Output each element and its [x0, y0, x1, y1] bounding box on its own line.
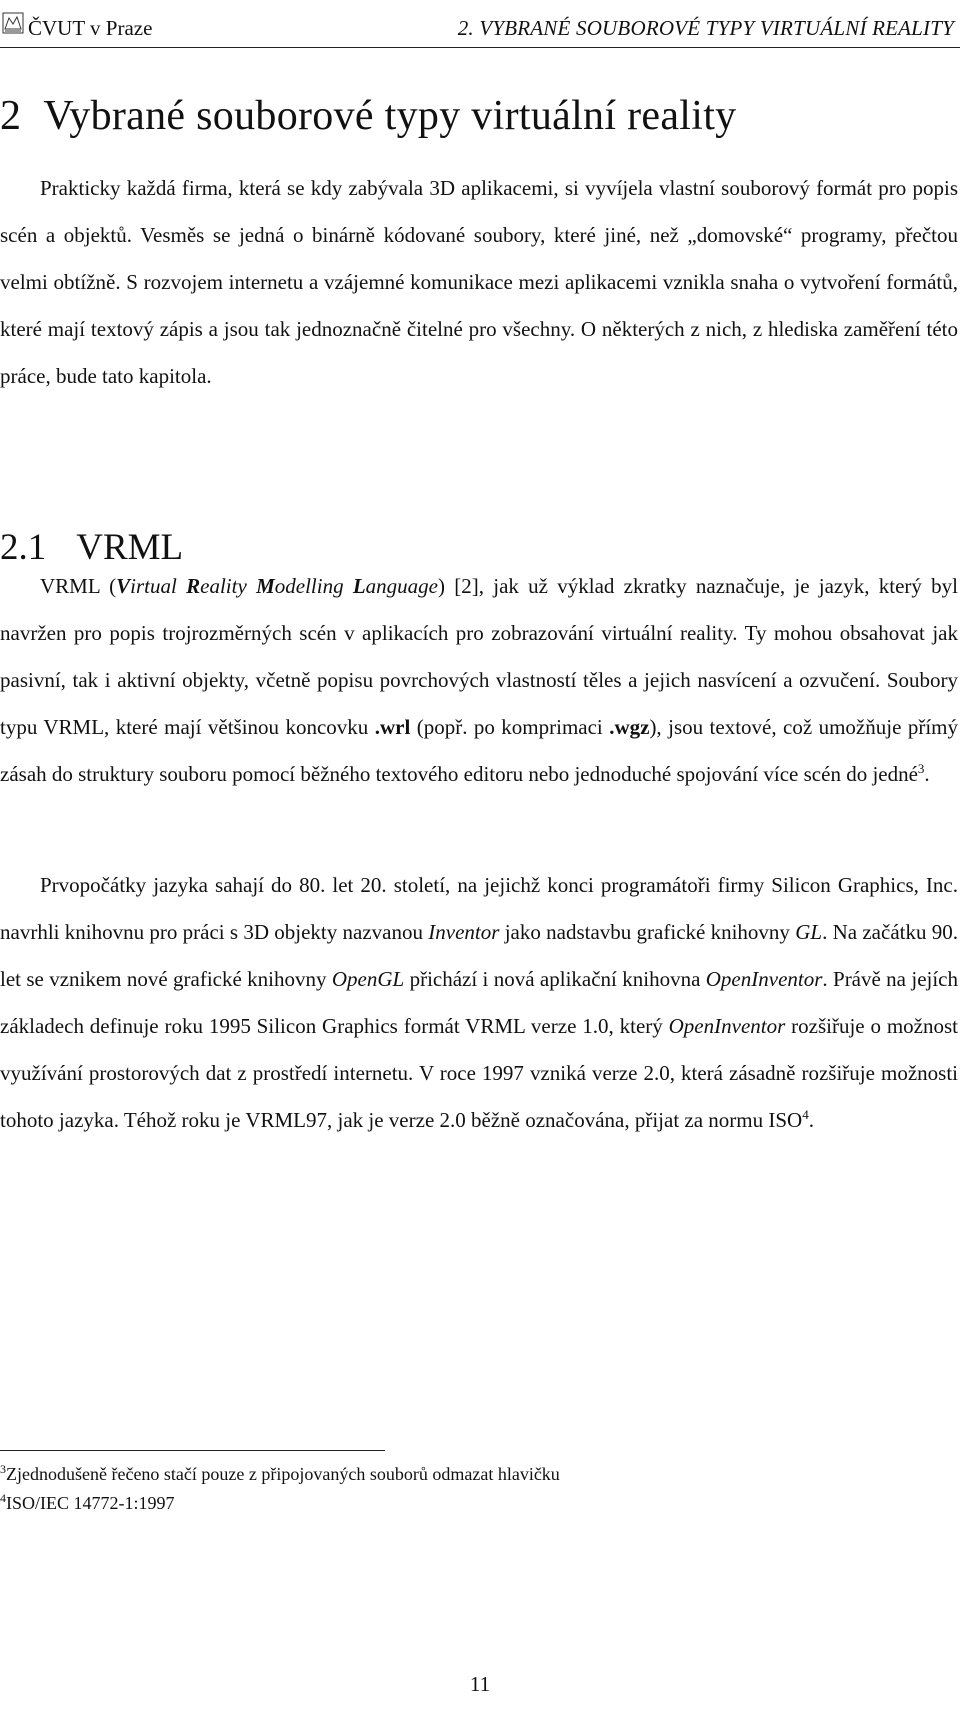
header-institution: ČVUT v Praze	[28, 16, 153, 40]
italic-term: OpenInventor	[705, 966, 823, 991]
italic-term: GL	[795, 919, 823, 944]
header-chapter-title: 2. VYBRANÉ SOUBOROVÉ TYPY VIRTUÁLNÍ REALITY	[457, 16, 954, 40]
footnote-mark: 3	[0, 1462, 6, 1476]
text-run: jako nadstavbu grafické knihovny	[499, 919, 796, 944]
text-run: .	[924, 761, 930, 786]
university-seal-icon	[2, 12, 24, 34]
footnote-rule	[0, 1450, 385, 1451]
text-run: irtual	[130, 574, 187, 598]
footnotes	[0, 1460, 560, 1518]
acronym-expansion	[116, 574, 438, 598]
text-run: rozšiřuje o možnost využívání prostorových dat z prostředí internetu. V roce 1997 vzniká verze 2.0, která zásadně rozšiřuje možnosti tohoto jazyka. Téhož roku je VRML97, jak je verze 2.0 běžně označována, přijat za normu ISO	[0, 1013, 959, 1132]
vrml-paragraph	[0, 563, 958, 798]
text-run: VRML (	[40, 574, 117, 598]
text-run: . Na začátku 90. let se vznikem nové grafické knihovny	[0, 919, 959, 991]
intro-paragraph-text: Prakticky každá firma, která se kdy zabývala 3D aplikacemi, si vyvíjela vlastní souborový formát pro popis scén a objektů. Vesměs se jedná o binárně kódované soubory, které jiné, než „domovské“ programy, přečtou velmi obtížně. S rozvojem internetu a vzájemné komunikace mezi aplikacemi vznikla snaha o vytvoření formátů, které mají textový zápis a jsou tak jednoznačně čitelné pro všechny. O některých z nich, z hlediska zaměření této práce, bude tato kapitola.	[0, 176, 958, 388]
acronym-letter: V	[116, 574, 131, 598]
file-extension: .wgz	[609, 714, 650, 739]
text-run: anguage	[365, 574, 438, 598]
running-header	[0, 8, 960, 48]
footnote-text: Zjednodušeně řečeno stačí pouze z připojovaných souborů odmazat hlavičku	[6, 1464, 560, 1484]
text-run: (popř. po komprimaci	[410, 714, 610, 739]
file-extension: .wrl	[374, 714, 411, 739]
italic-term: OpenGL	[331, 966, 405, 991]
chapter-heading	[0, 92, 736, 140]
text-run: eality	[200, 574, 257, 598]
italic-term: Inventor	[428, 919, 500, 944]
footnote	[0, 1489, 560, 1518]
page-number: 11	[469, 1672, 491, 1696]
text-run: Prvopočátky jazyka sahají do 80. let 20. století, na jejichž konci programátoři firmy Silicon Graphics, Inc. navrhli knihovnu pro práci s 3D objekty nazvanou	[0, 873, 958, 944]
text-run: odelling	[274, 574, 353, 598]
footnote-ref: 4	[802, 1106, 809, 1122]
section-number: 2.1	[0, 527, 47, 568]
text-run: ) [2], jak už výklad zkratky naznačuje, je jazyk, který byl navržen pro popis trojrozměrných scén v aplikacích pro zobrazování virtuální reality. Ty mohou obsahovat jak pasivní, tak i aktivní objekty, včetně popisu povrchových vlastností těles a jejich nasvícení a ozvučení. Soubory typu VRML, které mají většinou koncovku	[0, 574, 959, 739]
italic-term: OpenInventor	[668, 1013, 786, 1038]
intro-paragraph	[0, 165, 958, 400]
footnote-mark: 4	[0, 1491, 6, 1505]
chapter-number: 2	[0, 93, 22, 139]
acronym-letter: R	[186, 574, 201, 598]
header-rule	[0, 47, 960, 48]
text-run: ), jsou textové, což umožňuje přímý zásah do struktury souboru pomocí běžného textového editoru nebo jednoduché spojování více scén do jedné	[0, 714, 958, 786]
text-run: . Právě na jejích základech definuje roku 1995 Silicon Graphics formát VRML verze 1.0, který	[0, 966, 959, 1038]
footnote-ref: 3	[917, 760, 925, 776]
footnote	[0, 1460, 560, 1489]
text-run: přichází i nová aplikační knihovna	[404, 966, 706, 991]
section-title: VRML	[76, 527, 184, 568]
history-paragraph	[0, 862, 958, 1143]
acronym-letter: L	[352, 574, 366, 598]
acronym-letter: M	[256, 574, 275, 598]
chapter-title: Vybrané souborové typy virtuální reality	[43, 93, 737, 139]
text-run: .	[808, 1107, 814, 1132]
footnote-text: ISO/IEC 14772-1:1997	[6, 1493, 175, 1513]
